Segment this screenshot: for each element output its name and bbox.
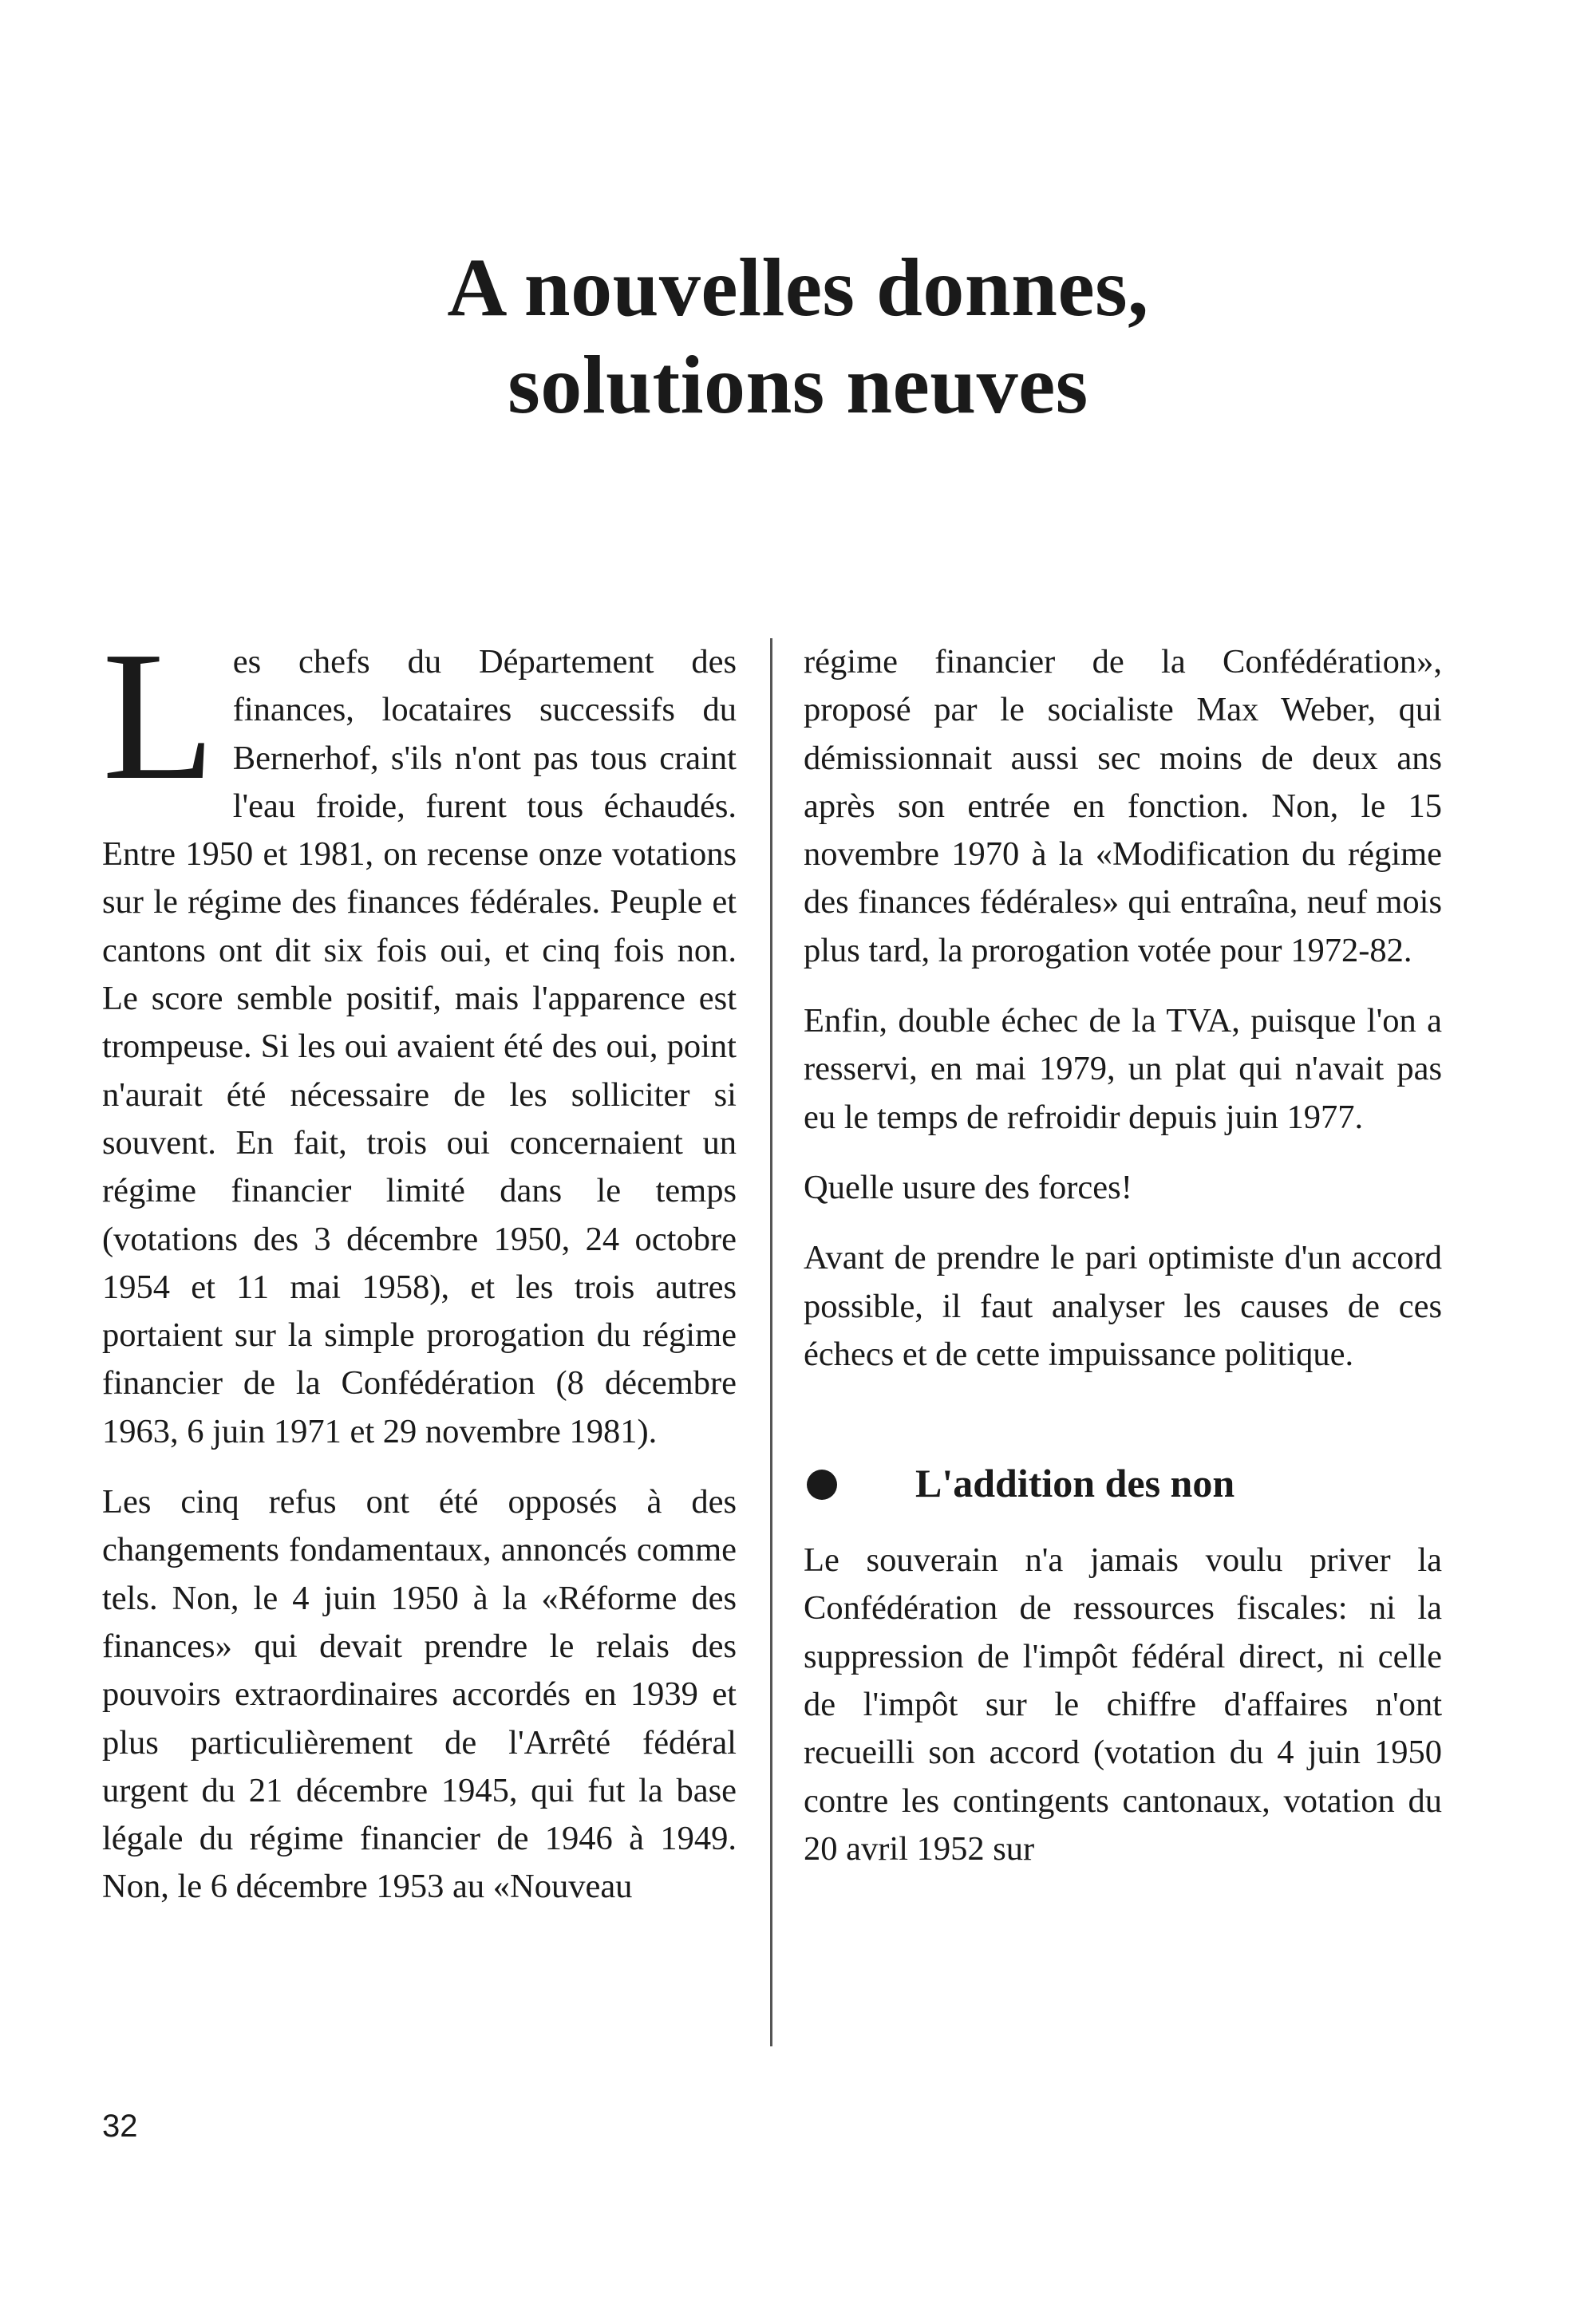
left-column — [102, 614, 737, 1912]
paragraph-tva: Enfin, double échec de la TVA, puisque l'on a resservi, en mai 1979, un plat qui n'avait pas eu le temps de refroidir depuis juin 1977. — [804, 1002, 1442, 1136]
page-title-line-1: A nouvelles donnes, — [447, 242, 1149, 333]
page-title-line-2: solutions neuves — [508, 339, 1088, 431]
paragraph-souverain: Le souverain n'a jamais voulu priver la Confédération de ressources fiscales: ni la suppression de l'impôt fédéral direct, ni celle de l'impôt sur le chiffre d'affaires n'ont recueilli son accord (votation du 4 juin 1950 contre les contingents cantonaux, votation du 20 avril 1952 sur — [804, 1541, 1442, 1868]
paragraph-pari: Avant de prendre le pari optimiste d'un accord possible, il faut analyser les causes de ces échecs et de cette impuissance politique. — [804, 1239, 1442, 1373]
paragraph-refusals: Les cinq refus ont été opposés à des changements fondamentaux, annoncés comme tels. Non, le 4 juin 1950 à la «Réforme des finances» qui devait prendre le relais des pouvoirs extraordinaires accordés en 1939 et plus particulièrement de l'Arrêté fédéral urgent du 21 décembre 1945, qui fut la base légale du régime financier de 1946 à 1949. Non, le 6 décembre 1953 au «Nouveau — [102, 1483, 737, 1906]
bullet-icon — [807, 1470, 837, 1500]
section-heading-text: L'addition des non — [915, 1461, 1235, 1506]
column-divider — [770, 638, 772, 2046]
paragraph-intro — [102, 614, 737, 1456]
paragraph-usure: Quelle usure des forces! — [804, 1168, 1132, 1206]
right-column — [804, 638, 1442, 1873]
page-number: 32 — [102, 2109, 138, 2144]
paragraph-intro-text: es chefs du Département des finances, locataires successifs du Bernerhof, s'ils n'ont pas tous craint l'eau froide, furent tous échaudés. Entre 1950 et 1981, on recense onze votations sur le régime des finances fédérales. Peuple et cantons ont dit six fois oui, et cinq fois non. Le score semble positif, mais l'apparence est trompeuse. Si les oui avaient été des oui, point n'aurait été nécessaire de les solliciter si souvent. En fait, trois oui concernaient un régime financier limité dans le temps (votations des 3 décembre 1950, 24 octobre 1954 et 11 mai 1958), et les trois autres portaient sur la simple prorogation du régime financier de la Confédération (8 décembre 1963, 6 juin 1971 et 29 novembre 1981). — [102, 643, 737, 1450]
section-heading — [804, 1455, 1442, 1511]
drop-cap: L — [102, 614, 215, 819]
paragraph-continuation: régime financier de la Confédération», proposé par le socialiste Max Weber, qui démissionnait aussi sec moins de deux ans après son entrée en fonction. Non, le 15 novembre 1970 à la «Modification du régime des finances fédérales» qui entraîna, neuf mois plus tard, la prorogation votée pour 1972-82. — [804, 643, 1442, 969]
page-title — [239, 239, 1357, 434]
